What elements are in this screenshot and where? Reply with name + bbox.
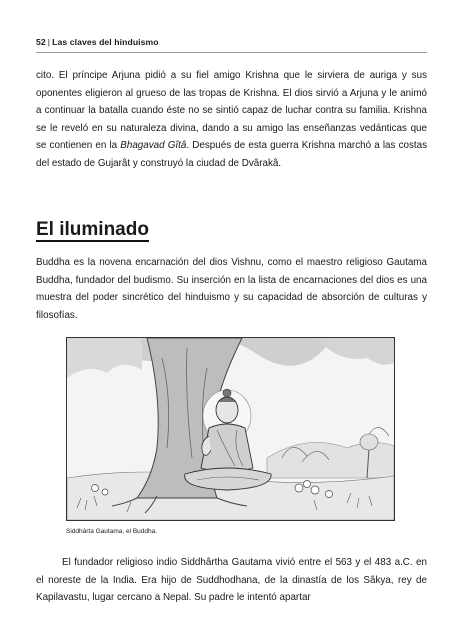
figure-caption: Siddhârta Gautama, el Buddha. xyxy=(66,528,158,535)
paragraph-arjuna-krishna xyxy=(36,67,427,173)
book-title: Las claves del hinduismo xyxy=(52,37,159,47)
buddha-illustration xyxy=(66,337,395,521)
page-number: 52 xyxy=(36,37,46,47)
running-header xyxy=(36,37,159,47)
paragraph-text-end: . Después de esta guerra Krishna marchó a las costas del estado de Gujarât y construyó la ciudad de Dvârakâ. xyxy=(36,140,428,169)
section-heading-underline xyxy=(36,240,149,242)
header-separator: | xyxy=(47,37,51,47)
paragraph-siddhartha: El fundador religioso indio Siddhârtha Gautama vivió entre el 563 y el 483 a.C. en el noreste de la India. Era hijo de Suddhodhana, de la dinastía de los Sâkya, rey de Kapilavastu, lugar cercano a Nepal. Su padre le intentó apartar xyxy=(36,557,427,604)
buddha-drawing xyxy=(67,338,394,520)
section-heading: El iluminado xyxy=(36,219,149,240)
header-rule xyxy=(36,52,427,53)
paragraph-text-start: cito. El príncipe Arjuna pidió a su fiel amigo Krishna que le sirviera de auriga y sus oponentes eligieron al grueso de las tropas de Krishna. El dios sirvió a Arjuna y le animó a continuar la batalla cuando éste no se sintió capaz de luchar contra su familia. Krishna se le reveló en su naturaleza divina, dando a su amigo las enseñanzas vedánticas que se contienen en la xyxy=(36,70,427,152)
paragraph-buddha-intro: Buddha es la novena encarnación del dios Vishnu, como el maestro religioso Gautama Buddha, fundador del budismo. Su inserción en la lista de encarnaciones del dios es una muestra del poder sincrético del hinduismo y su capacidad de absorción de culturas y filosofías. xyxy=(36,257,427,321)
bhagavad-gita-title: Bhagavad Gîtâ xyxy=(120,140,187,152)
